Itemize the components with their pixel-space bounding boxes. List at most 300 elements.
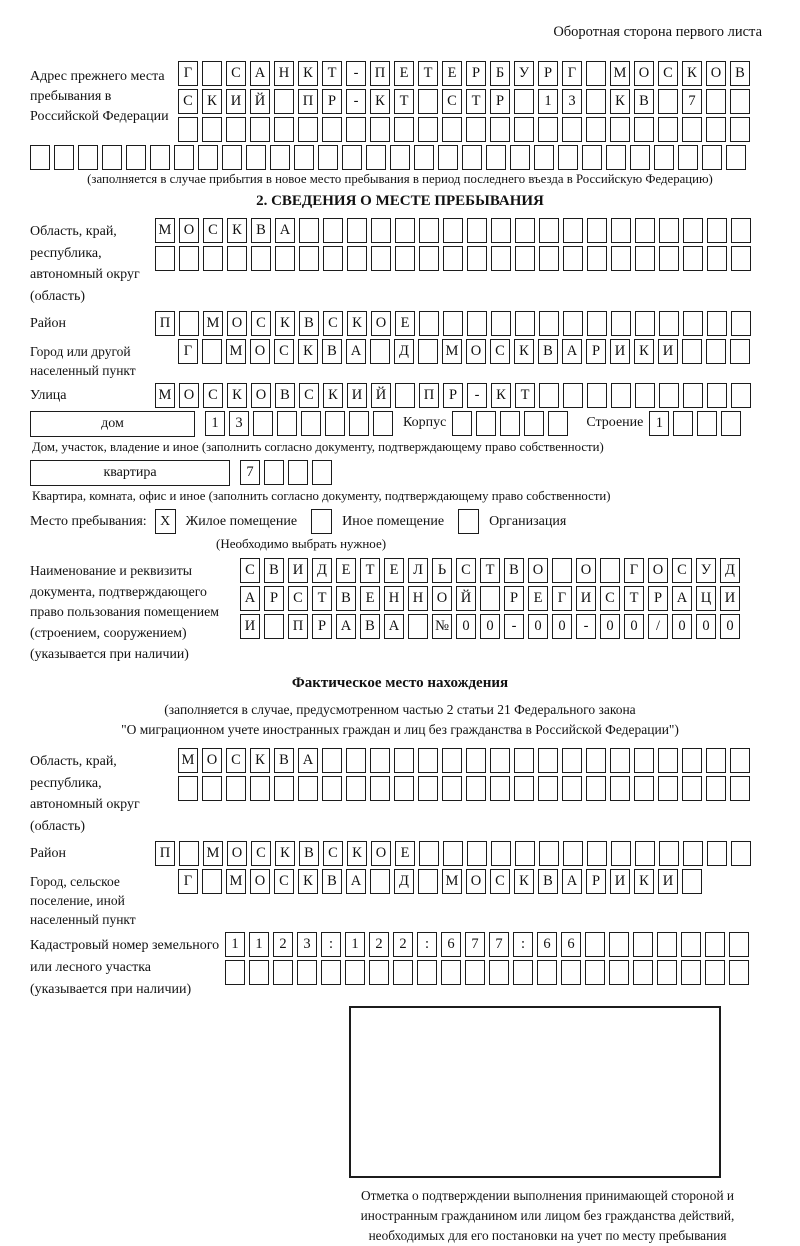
char-cell[interactable]: К [347,311,367,336]
char-cell[interactable] [322,117,342,142]
char-cell[interactable] [54,145,74,170]
char-cell[interactable] [419,218,439,243]
char-cell[interactable]: А [384,614,404,639]
char-cell[interactable] [393,960,413,985]
char-cell[interactable] [731,246,751,271]
char-cell[interactable] [538,776,558,801]
char-cell[interactable] [634,117,654,142]
char-cell[interactable]: 6 [537,932,557,957]
char-cell[interactable] [562,117,582,142]
char-cell[interactable] [264,460,284,485]
char-cell[interactable]: 0 [552,614,572,639]
char-cell[interactable] [178,117,198,142]
char-cell[interactable]: П [155,841,175,866]
char-cell[interactable] [539,841,559,866]
char-cell[interactable] [323,246,343,271]
char-cell[interactable] [635,218,655,243]
char-cell[interactable]: В [264,558,284,583]
char-cell[interactable]: Е [395,311,415,336]
char-cell[interactable]: А [275,218,295,243]
char-cell[interactable] [697,411,717,436]
char-cell[interactable] [659,311,679,336]
char-cell[interactable]: Т [322,61,342,86]
char-cell[interactable] [586,89,606,114]
char-cell[interactable] [155,246,175,271]
char-cell[interactable] [706,89,726,114]
char-cell[interactable] [414,145,434,170]
char-cell[interactable] [730,339,750,364]
char-cell[interactable] [250,776,270,801]
char-cell[interactable]: Г [178,339,198,364]
char-cell[interactable]: А [298,748,318,773]
char-cell[interactable]: К [227,218,247,243]
char-cell[interactable]: 7 [465,932,485,957]
char-cell[interactable] [538,117,558,142]
char-cell[interactable] [299,246,319,271]
char-cell[interactable]: К [298,61,318,86]
char-cell[interactable]: О [634,61,654,86]
char-cell[interactable] [706,748,726,773]
char-cell[interactable] [721,411,741,436]
char-cell[interactable] [683,218,703,243]
char-cell[interactable] [491,246,511,271]
char-cell[interactable] [202,869,222,894]
char-cell[interactable] [275,246,295,271]
char-cell[interactable]: К [514,869,534,894]
char-cell[interactable] [246,145,266,170]
char-cell[interactable] [394,117,414,142]
char-cell[interactable] [657,960,677,985]
char-cell[interactable]: С [251,841,271,866]
char-cell[interactable] [371,246,391,271]
char-cell[interactable]: 0 [480,614,500,639]
char-cell[interactable]: А [346,339,366,364]
char-cell[interactable] [587,246,607,271]
char-cell[interactable] [611,841,631,866]
char-cell[interactable] [539,383,559,408]
char-cell[interactable] [606,145,626,170]
char-cell[interactable] [250,117,270,142]
char-cell[interactable] [298,776,318,801]
char-cell[interactable]: М [203,841,223,866]
char-cell[interactable]: Р [490,89,510,114]
char-cell[interactable]: 3 [229,411,249,436]
char-cell[interactable]: 1 [649,411,669,436]
char-cell[interactable]: Г [562,61,582,86]
char-cell[interactable]: Е [442,61,462,86]
char-cell[interactable]: А [346,869,366,894]
char-cell[interactable]: Д [312,558,332,583]
char-cell[interactable] [418,869,438,894]
char-cell[interactable] [394,776,414,801]
char-cell[interactable] [466,776,486,801]
char-cell[interactable] [346,117,366,142]
char-cell[interactable] [491,841,511,866]
char-cell[interactable] [419,311,439,336]
char-cell[interactable]: Д [394,869,414,894]
char-cell[interactable] [730,748,750,773]
char-cell[interactable]: О [466,339,486,364]
char-cell[interactable] [222,145,242,170]
char-cell[interactable]: Г [552,586,572,611]
char-cell[interactable] [659,383,679,408]
char-cell[interactable] [490,117,510,142]
char-cell[interactable]: Р [586,339,606,364]
char-cell[interactable]: 0 [696,614,716,639]
char-cell[interactable] [418,748,438,773]
char-cell[interactable]: Е [394,61,414,86]
char-cell[interactable]: С [490,869,510,894]
char-cell[interactable] [609,960,629,985]
char-cell[interactable] [179,841,199,866]
checkbox-organization[interactable] [458,509,479,534]
char-cell[interactable]: М [226,869,246,894]
char-cell[interactable]: 0 [720,614,740,639]
char-cell[interactable]: 1 [205,411,225,436]
char-cell[interactable] [673,411,693,436]
char-cell[interactable]: С [658,61,678,86]
char-cell[interactable] [729,932,749,957]
char-cell[interactable] [726,145,746,170]
char-cell[interactable]: Т [360,558,380,583]
char-cell[interactable]: Р [538,61,558,86]
char-cell[interactable] [30,145,50,170]
char-cell[interactable]: В [730,61,750,86]
char-cell[interactable] [510,145,530,170]
char-cell[interactable] [707,383,727,408]
char-cell[interactable] [633,932,653,957]
char-cell[interactable]: С [203,218,223,243]
char-cell[interactable] [251,246,271,271]
char-cell[interactable]: Г [178,869,198,894]
char-cell[interactable]: В [322,339,342,364]
char-cell[interactable]: К [227,383,247,408]
char-cell[interactable]: М [155,383,175,408]
checkbox-other-premises[interactable] [311,509,332,534]
char-cell[interactable]: М [442,339,462,364]
char-cell[interactable]: М [610,61,630,86]
char-cell[interactable] [277,411,297,436]
char-cell[interactable]: 3 [297,932,317,957]
char-cell[interactable]: И [658,339,678,364]
char-cell[interactable]: С [178,89,198,114]
char-cell[interactable] [654,145,674,170]
char-cell[interactable] [587,383,607,408]
char-cell[interactable] [682,117,702,142]
char-cell[interactable]: 1 [345,932,365,957]
char-cell[interactable] [476,411,496,436]
char-cell[interactable]: К [275,311,295,336]
char-cell[interactable]: Р [322,89,342,114]
char-cell[interactable]: О [227,311,247,336]
char-cell[interactable] [611,218,631,243]
char-cell[interactable]: Ь [432,558,452,583]
char-cell[interactable]: О [227,841,247,866]
char-cell[interactable]: 6 [441,932,461,957]
char-cell[interactable] [682,748,702,773]
char-cell[interactable] [418,339,438,364]
char-cell[interactable]: 0 [456,614,476,639]
char-cell[interactable]: С [442,89,462,114]
char-cell[interactable] [225,960,245,985]
char-cell[interactable]: А [240,586,260,611]
char-cell[interactable] [78,145,98,170]
char-cell[interactable]: И [658,869,678,894]
char-cell[interactable]: Н [408,586,428,611]
char-cell[interactable]: 0 [672,614,692,639]
char-cell[interactable] [683,311,703,336]
char-cell[interactable]: Р [312,614,332,639]
char-cell[interactable] [346,776,366,801]
char-cell[interactable]: 2 [273,932,293,957]
char-cell[interactable] [730,117,750,142]
char-cell[interactable]: 0 [624,614,644,639]
char-cell[interactable]: 7 [682,89,702,114]
char-cell[interactable]: И [610,339,630,364]
char-cell[interactable]: И [226,89,246,114]
char-cell[interactable] [298,117,318,142]
char-cell[interactable] [587,841,607,866]
char-cell[interactable]: Е [336,558,356,583]
char-cell[interactable]: И [720,586,740,611]
char-cell[interactable]: В [322,869,342,894]
char-cell[interactable] [418,117,438,142]
char-cell[interactable] [419,246,439,271]
char-cell[interactable] [347,246,367,271]
char-cell[interactable] [681,960,701,985]
char-cell[interactable] [611,383,631,408]
char-cell[interactable]: М [226,339,246,364]
char-cell[interactable]: Ц [696,586,716,611]
char-cell[interactable] [538,748,558,773]
char-cell[interactable] [178,776,198,801]
char-cell[interactable]: - [467,383,487,408]
char-cell[interactable] [294,145,314,170]
char-cell[interactable] [318,145,338,170]
char-cell[interactable] [524,411,544,436]
char-cell[interactable] [707,311,727,336]
char-cell[interactable]: О [432,586,452,611]
char-cell[interactable]: Л [408,558,428,583]
char-cell[interactable] [270,145,290,170]
checkbox-residential[interactable]: X [155,509,176,534]
char-cell[interactable]: К [298,869,318,894]
char-cell[interactable] [585,960,605,985]
char-cell[interactable]: С [456,558,476,583]
char-cell[interactable]: Е [360,586,380,611]
char-cell[interactable]: Т [515,383,535,408]
char-cell[interactable] [534,145,554,170]
char-cell[interactable] [370,117,390,142]
char-cell[interactable] [467,246,487,271]
char-cell[interactable] [438,145,458,170]
char-cell[interactable] [657,932,677,957]
char-cell[interactable]: В [274,748,294,773]
char-cell[interactable] [198,145,218,170]
char-cell[interactable]: : [513,932,533,957]
char-cell[interactable] [683,383,703,408]
char-cell[interactable] [249,960,269,985]
char-cell[interactable]: П [298,89,318,114]
char-cell[interactable] [731,841,751,866]
char-cell[interactable]: А [672,586,692,611]
char-cell[interactable] [585,932,605,957]
char-cell[interactable] [659,246,679,271]
char-cell[interactable] [489,960,509,985]
char-cell[interactable] [515,311,535,336]
char-cell[interactable] [731,311,751,336]
char-cell[interactable] [273,960,293,985]
char-cell[interactable] [706,776,726,801]
char-cell[interactable] [562,776,582,801]
char-cell[interactable]: С [240,558,260,583]
char-cell[interactable]: Й [456,586,476,611]
char-cell[interactable] [548,411,568,436]
char-cell[interactable] [587,311,607,336]
char-cell[interactable] [600,558,620,583]
char-cell[interactable]: О [251,383,271,408]
char-cell[interactable]: О [371,311,391,336]
char-cell[interactable]: У [514,61,534,86]
char-cell[interactable] [452,411,472,436]
char-cell[interactable]: К [634,869,654,894]
char-cell[interactable] [563,383,583,408]
char-cell[interactable] [634,748,654,773]
char-cell[interactable] [301,411,321,436]
char-cell[interactable]: К [323,383,343,408]
char-cell[interactable] [226,117,246,142]
char-cell[interactable] [658,748,678,773]
char-cell[interactable] [345,960,365,985]
char-cell[interactable] [730,89,750,114]
char-cell[interactable]: В [504,558,524,583]
char-cell[interactable]: Т [624,586,644,611]
char-cell[interactable]: - [576,614,596,639]
char-cell[interactable] [480,586,500,611]
char-cell[interactable]: С [226,748,246,773]
char-cell[interactable] [342,145,362,170]
char-cell[interactable] [562,748,582,773]
char-cell[interactable]: Т [466,89,486,114]
char-cell[interactable] [706,339,726,364]
char-cell[interactable]: Р [648,586,668,611]
char-cell[interactable]: П [155,311,175,336]
char-cell[interactable] [515,218,535,243]
char-cell[interactable]: Г [624,558,644,583]
char-cell[interactable]: С [323,841,343,866]
char-cell[interactable] [491,218,511,243]
char-cell[interactable] [611,246,631,271]
char-cell[interactable]: В [336,586,356,611]
char-cell[interactable]: Н [274,61,294,86]
char-cell[interactable] [539,218,559,243]
char-cell[interactable]: С [672,558,692,583]
char-cell[interactable]: В [634,89,654,114]
char-cell[interactable]: К [514,339,534,364]
char-cell[interactable]: Н [384,586,404,611]
char-cell[interactable]: К [202,89,222,114]
char-cell[interactable] [297,960,317,985]
char-cell[interactable]: О [250,339,270,364]
char-cell[interactable]: С [274,339,294,364]
char-cell[interactable] [264,614,284,639]
char-cell[interactable]: Р [504,586,524,611]
char-cell[interactable]: 2 [369,932,389,957]
char-cell[interactable]: Р [443,383,463,408]
char-cell[interactable] [102,145,122,170]
char-cell[interactable] [682,339,702,364]
char-cell[interactable] [442,748,462,773]
char-cell[interactable] [635,841,655,866]
char-cell[interactable] [466,117,486,142]
char-cell[interactable]: К [275,841,295,866]
char-cell[interactable]: - [504,614,524,639]
char-cell[interactable] [366,145,386,170]
char-cell[interactable] [707,218,727,243]
char-cell[interactable]: - [346,61,366,86]
char-cell[interactable]: - [346,89,366,114]
char-cell[interactable] [500,411,520,436]
char-cell[interactable]: О [371,841,391,866]
char-cell[interactable] [658,89,678,114]
char-cell[interactable]: И [288,558,308,583]
char-cell[interactable] [390,145,410,170]
char-cell[interactable] [610,748,630,773]
char-cell[interactable] [707,246,727,271]
char-cell[interactable] [514,89,534,114]
char-cell[interactable]: 1 [538,89,558,114]
char-cell[interactable]: С [299,383,319,408]
char-cell[interactable] [563,246,583,271]
char-cell[interactable]: В [299,311,319,336]
char-cell[interactable]: Р [264,586,284,611]
char-cell[interactable] [611,311,631,336]
char-cell[interactable] [682,869,702,894]
char-cell[interactable] [539,311,559,336]
char-cell[interactable] [419,841,439,866]
char-cell[interactable]: В [360,614,380,639]
char-cell[interactable] [729,960,749,985]
char-cell[interactable]: В [251,218,271,243]
char-cell[interactable] [659,218,679,243]
char-cell[interactable]: 0 [600,614,620,639]
char-cell[interactable]: О [202,748,222,773]
char-cell[interactable] [202,776,222,801]
char-cell[interactable] [395,246,415,271]
char-cell[interactable] [408,614,428,639]
char-cell[interactable]: В [275,383,295,408]
char-cell[interactable] [274,776,294,801]
char-cell[interactable] [514,117,534,142]
char-cell[interactable]: В [538,339,558,364]
char-cell[interactable]: М [203,311,223,336]
char-cell[interactable] [490,748,510,773]
char-cell[interactable]: К [682,61,702,86]
char-cell[interactable] [731,383,751,408]
char-cell[interactable]: Т [312,586,332,611]
char-cell[interactable] [227,246,247,271]
char-cell[interactable]: К [370,89,390,114]
char-cell[interactable] [490,776,510,801]
char-cell[interactable]: П [288,614,308,639]
char-cell[interactable] [491,311,511,336]
char-cell[interactable]: С [226,61,246,86]
char-cell[interactable] [659,841,679,866]
char-cell[interactable]: К [347,841,367,866]
char-cell[interactable]: А [250,61,270,86]
char-cell[interactable] [253,411,273,436]
char-cell[interactable]: П [370,61,390,86]
